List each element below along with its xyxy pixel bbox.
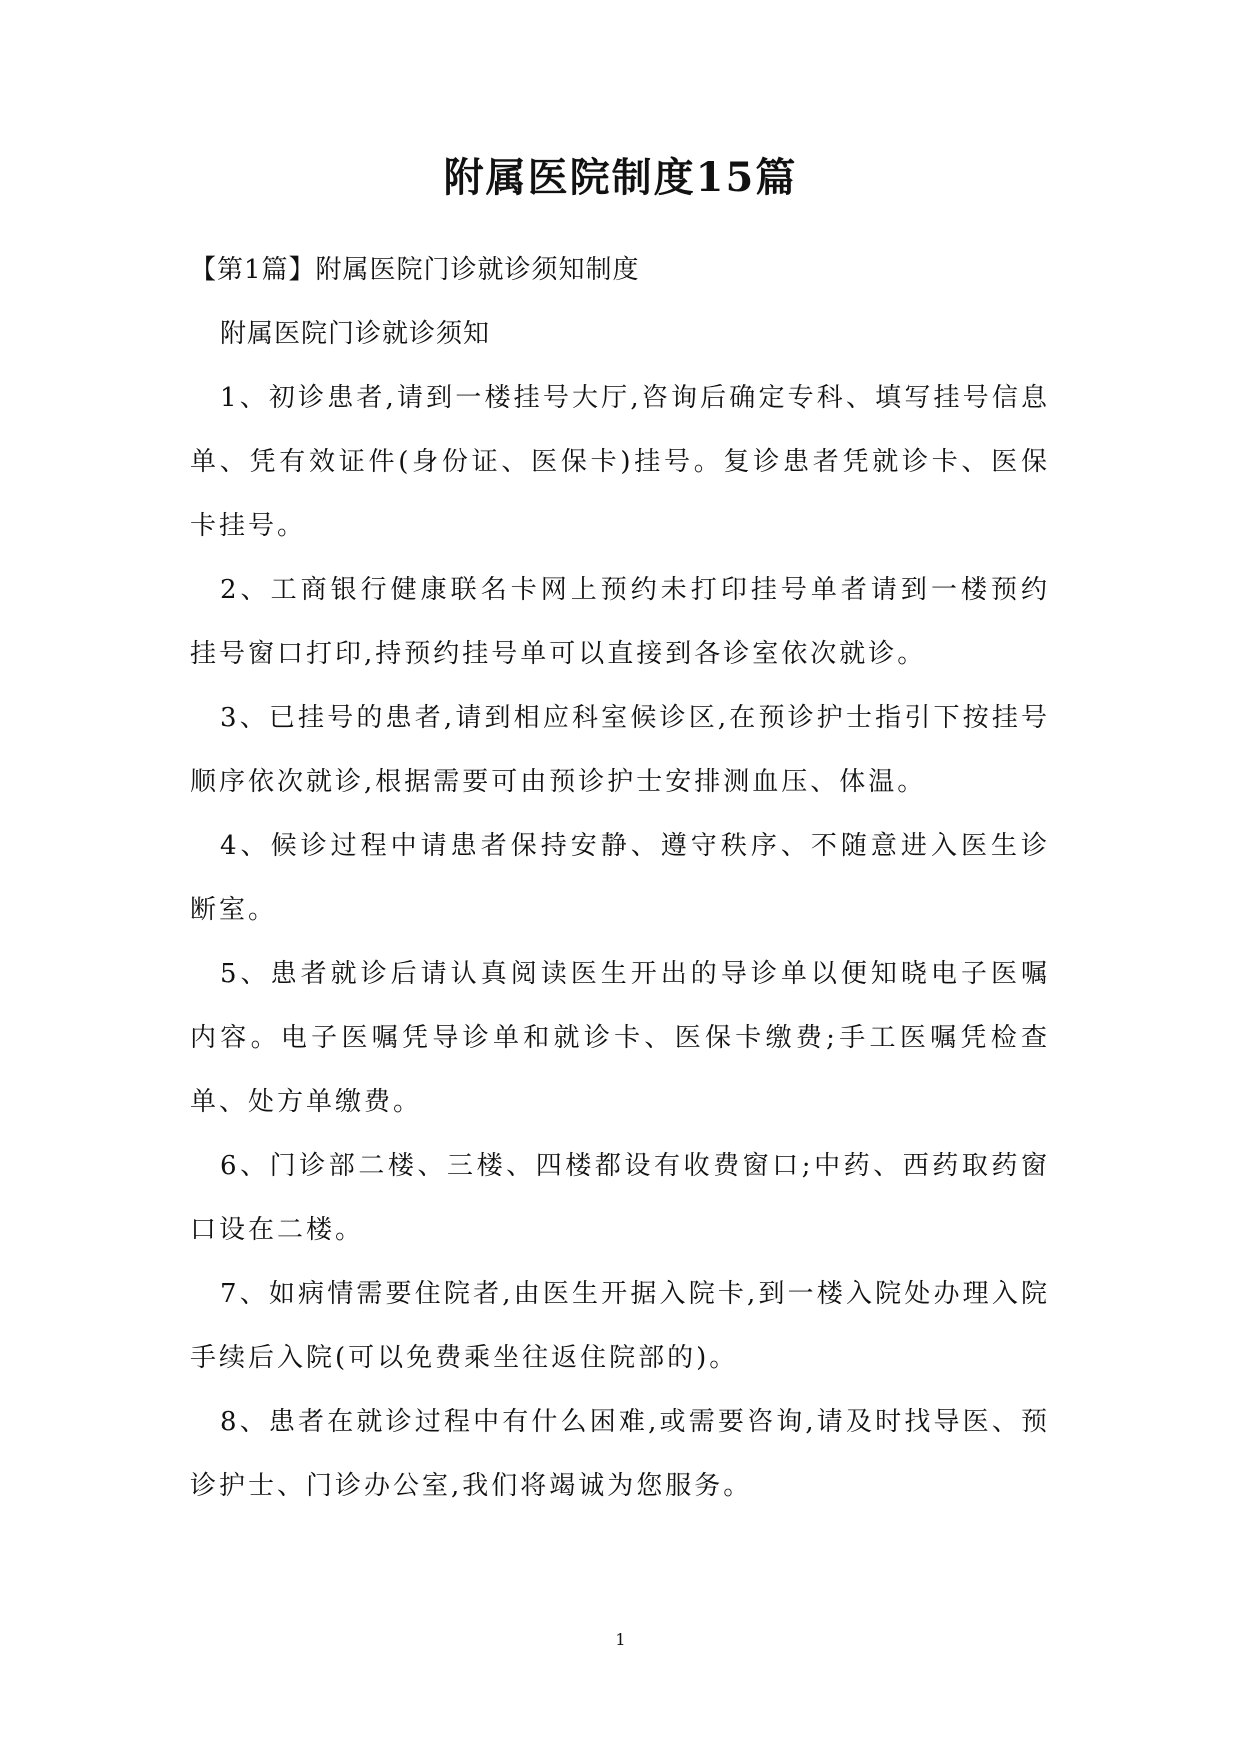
section-heading: 【第1篇】附属医院门诊就诊须知制度 xyxy=(190,255,640,285)
page-number: 1 xyxy=(615,1630,626,1649)
paragraph-1: 1、初诊患者,请到一楼挂号大厅,咨询后确定专科、填写挂号信息单、凭有效证件(身份证、医保卡)挂号。复诊患者凭就诊卡、医保卡挂号。 xyxy=(190,383,1050,541)
paragraph-3: 3、已挂号的患者,请到相应科室候诊区,在预诊护士指引下按挂号顺序依次就诊,根据需要可由预诊护士安排测血压、体温。 xyxy=(190,703,1050,797)
document-title: 附属医院制度15篇 xyxy=(443,154,798,201)
paragraph-7: 7、如病情需要住院者,由医生开据入院卡,到一楼入院处办理入院手续后入院(可以免费乘坐往返住院部的)。 xyxy=(190,1279,1050,1373)
document-body xyxy=(190,238,1050,1518)
paragraph-5: 5、患者就诊后请认真阅读医生开出的导诊单以便知晓电子医嘱内容。电子医嘱凭导诊单和就诊卡、医保卡缴费;手工医嘱凭检查单、处方单缴费。 xyxy=(190,959,1050,1117)
notice-subtitle: 附属医院门诊就诊须知 xyxy=(220,319,491,349)
paragraph-2: 2、工商银行健康联名卡网上预约未打印挂号单者请到一楼预约挂号窗口打印,持预约挂号单可以直接到各诊室依次就诊。 xyxy=(190,575,1050,669)
paragraph-8: 8、患者在就诊过程中有什么困难,或需要咨询,请及时找导医、预诊护士、门诊办公室,我们将竭诚为您服务。 xyxy=(190,1407,1050,1501)
paragraph-4: 4、候诊过程中请患者保持安静、遵守秩序、不随意进入医生诊断室。 xyxy=(190,831,1050,925)
paragraph-6: 6、门诊部二楼、三楼、四楼都设有收费窗口;中药、西药取药窗口设在二楼。 xyxy=(190,1151,1050,1245)
